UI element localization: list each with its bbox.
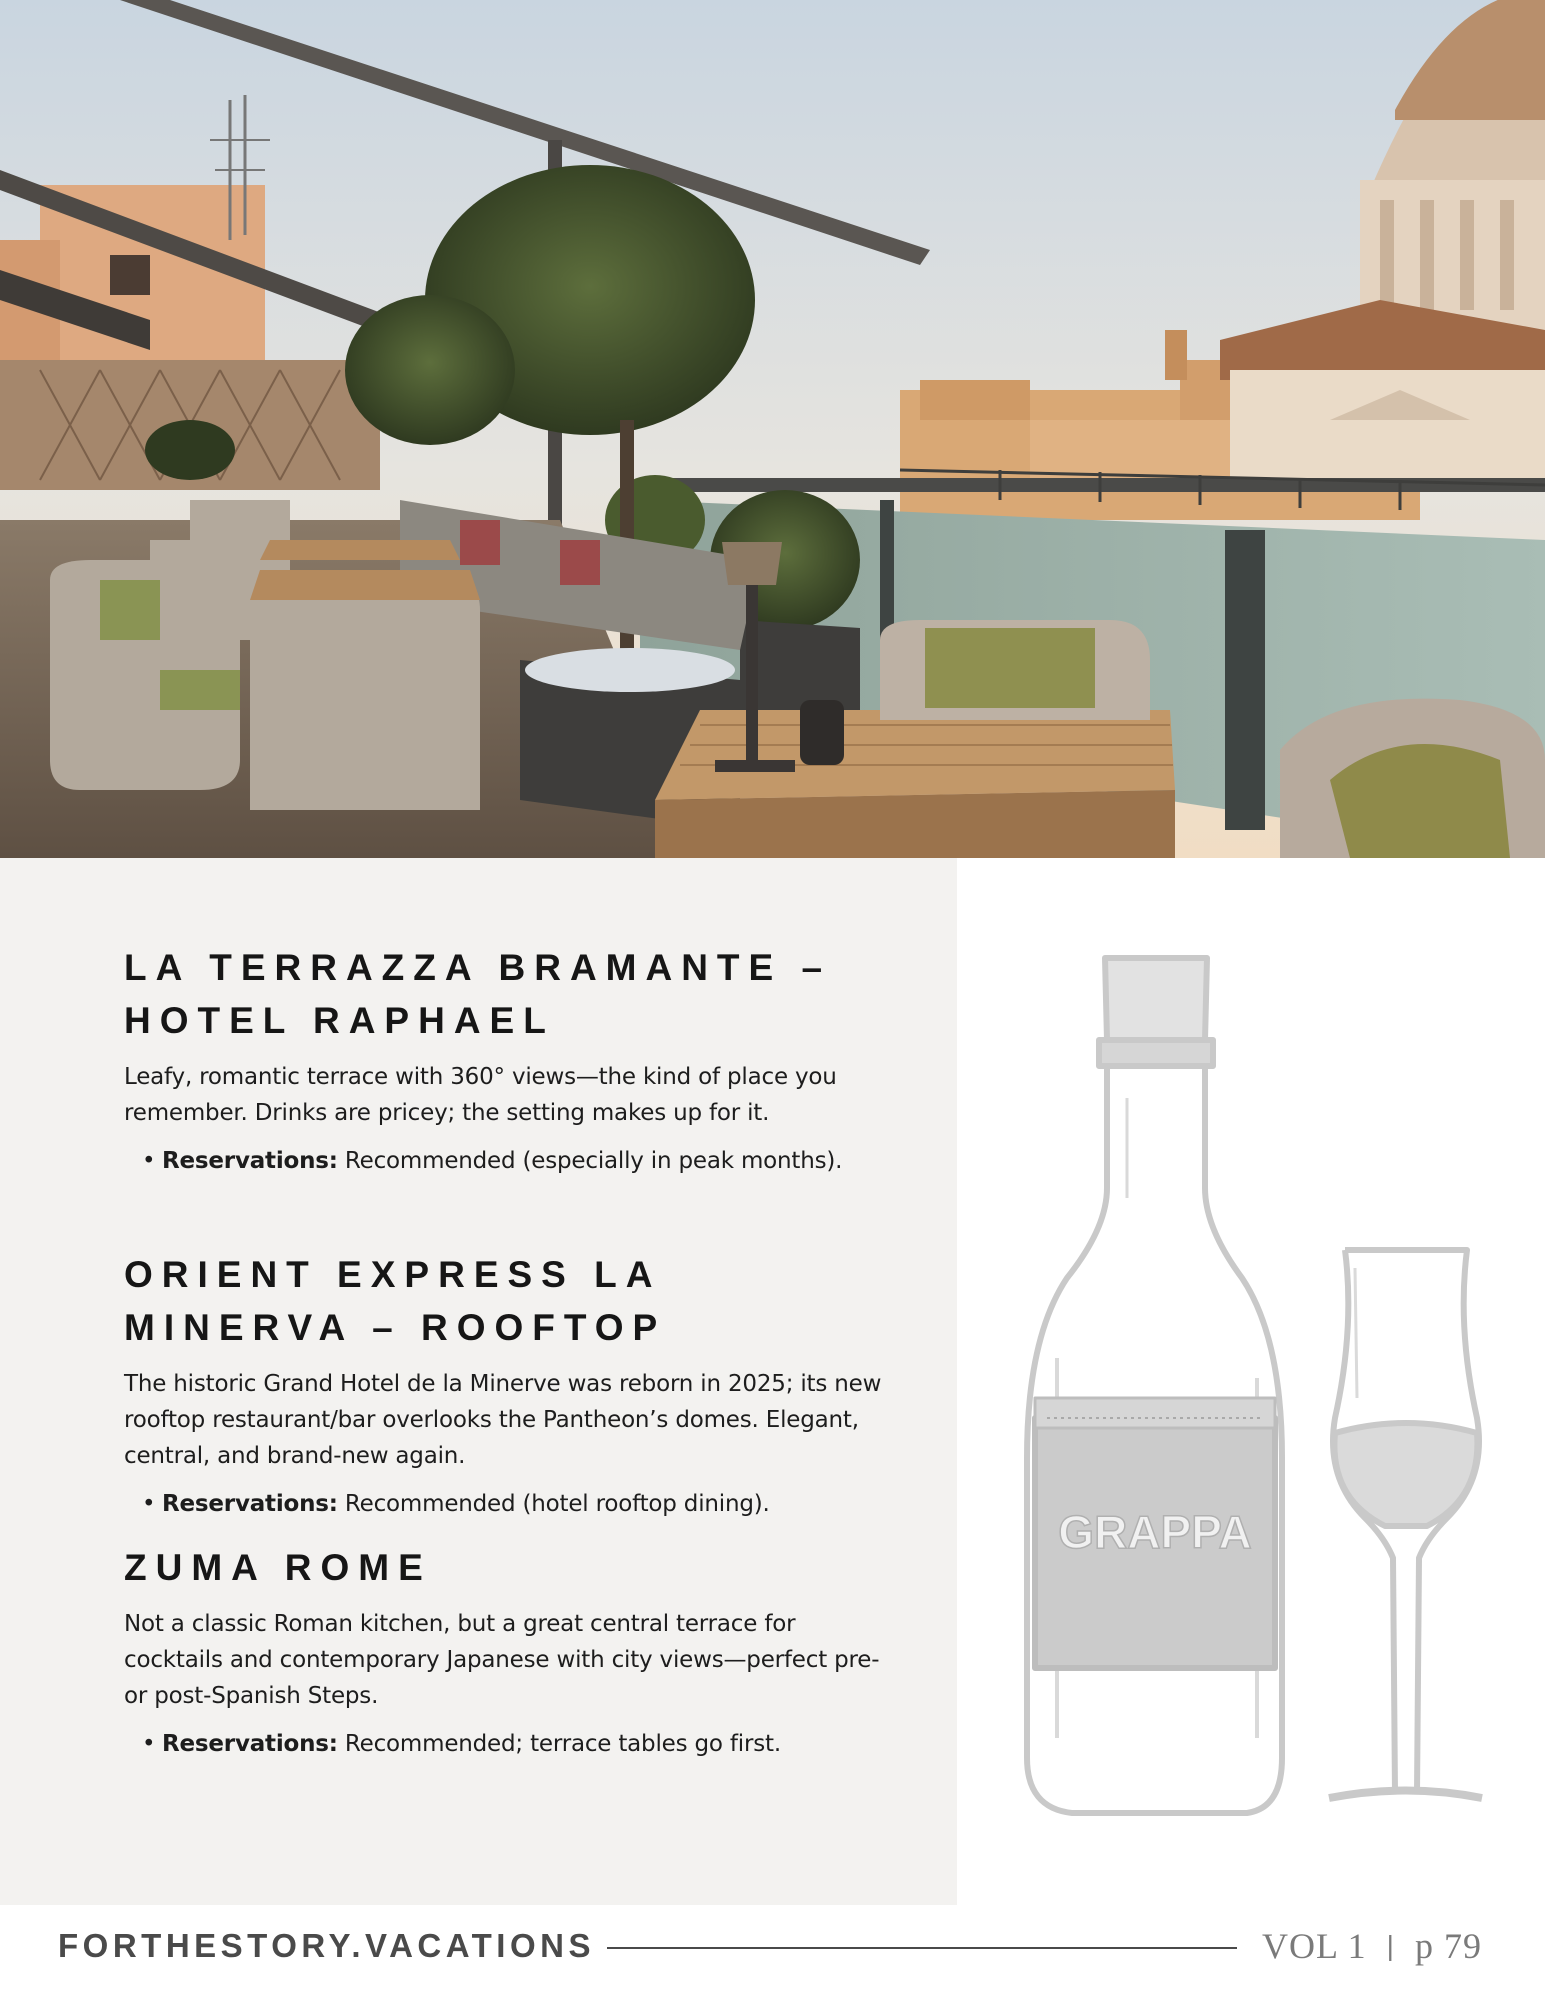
reservation-text: Recommended (especially in peak months). xyxy=(337,1148,843,1174)
tulip-glass-icon xyxy=(1329,1250,1482,1798)
listing-bullets xyxy=(124,1726,884,1762)
reservation-label: Reservations: xyxy=(162,1731,338,1757)
listings-panel xyxy=(0,858,957,1905)
page-footer xyxy=(0,1905,1545,2000)
listing-title: LA TERRAZZA BRAMANTE – HOTEL RAPHAEL xyxy=(124,947,832,1041)
listing-bullets xyxy=(124,1143,884,1179)
separator: | xyxy=(1386,1930,1395,1961)
reservation-note xyxy=(162,1726,884,1762)
listing-zuma-rome xyxy=(124,1541,884,1762)
reservation-note xyxy=(162,1486,884,1522)
reservation-label: Reservations: xyxy=(162,1148,338,1174)
page-number: p 79 xyxy=(1414,1926,1482,1966)
listing-terrazza-bramante xyxy=(124,941,884,1179)
reservation-text: Recommended; terrace tables go first. xyxy=(337,1731,781,1757)
listing-description: The historic Grand Hotel de la Minerve was reborn in 2025; its new rooftop restaurant/bar overlooks the Pantheon’s domes. Elegant, central, and brand-new again. xyxy=(124,1371,882,1469)
listing-bullets xyxy=(124,1486,884,1522)
grappa-illustration xyxy=(957,858,1545,1905)
listing-title: ORIENT EXPRESS LA MINERVA – ROOFTOP xyxy=(124,1254,667,1348)
footer-divider xyxy=(607,1947,1237,1949)
listing-description: Leafy, romantic terrace with 360° views—the kind of place you remember. Drinks are pricey; the setting makes up for it. xyxy=(124,1064,837,1126)
bottle-label: GRAPPA xyxy=(1058,1506,1252,1558)
reservation-label: Reservations: xyxy=(162,1491,338,1517)
brand-name: FORTHESTORY.VACATIONS xyxy=(58,1927,595,1964)
volume-number: VOL 1 xyxy=(1262,1926,1367,1966)
hero-photo xyxy=(0,0,1545,858)
listing-title: ZUMA ROME xyxy=(124,1547,432,1588)
bottle-icon xyxy=(1027,958,1282,1813)
listing-description: Not a classic Roman kitchen, but a great central terrace for cocktails and contemporary Japanese with city views—perfect pre- or post-Spanish Steps. xyxy=(124,1611,880,1709)
reservation-text: Recommended (hotel rooftop dining). xyxy=(337,1491,770,1517)
volume-page-indicator xyxy=(1262,1925,1482,1967)
reservation-note xyxy=(162,1143,884,1179)
listing-orient-express-minerva xyxy=(124,1248,884,1522)
